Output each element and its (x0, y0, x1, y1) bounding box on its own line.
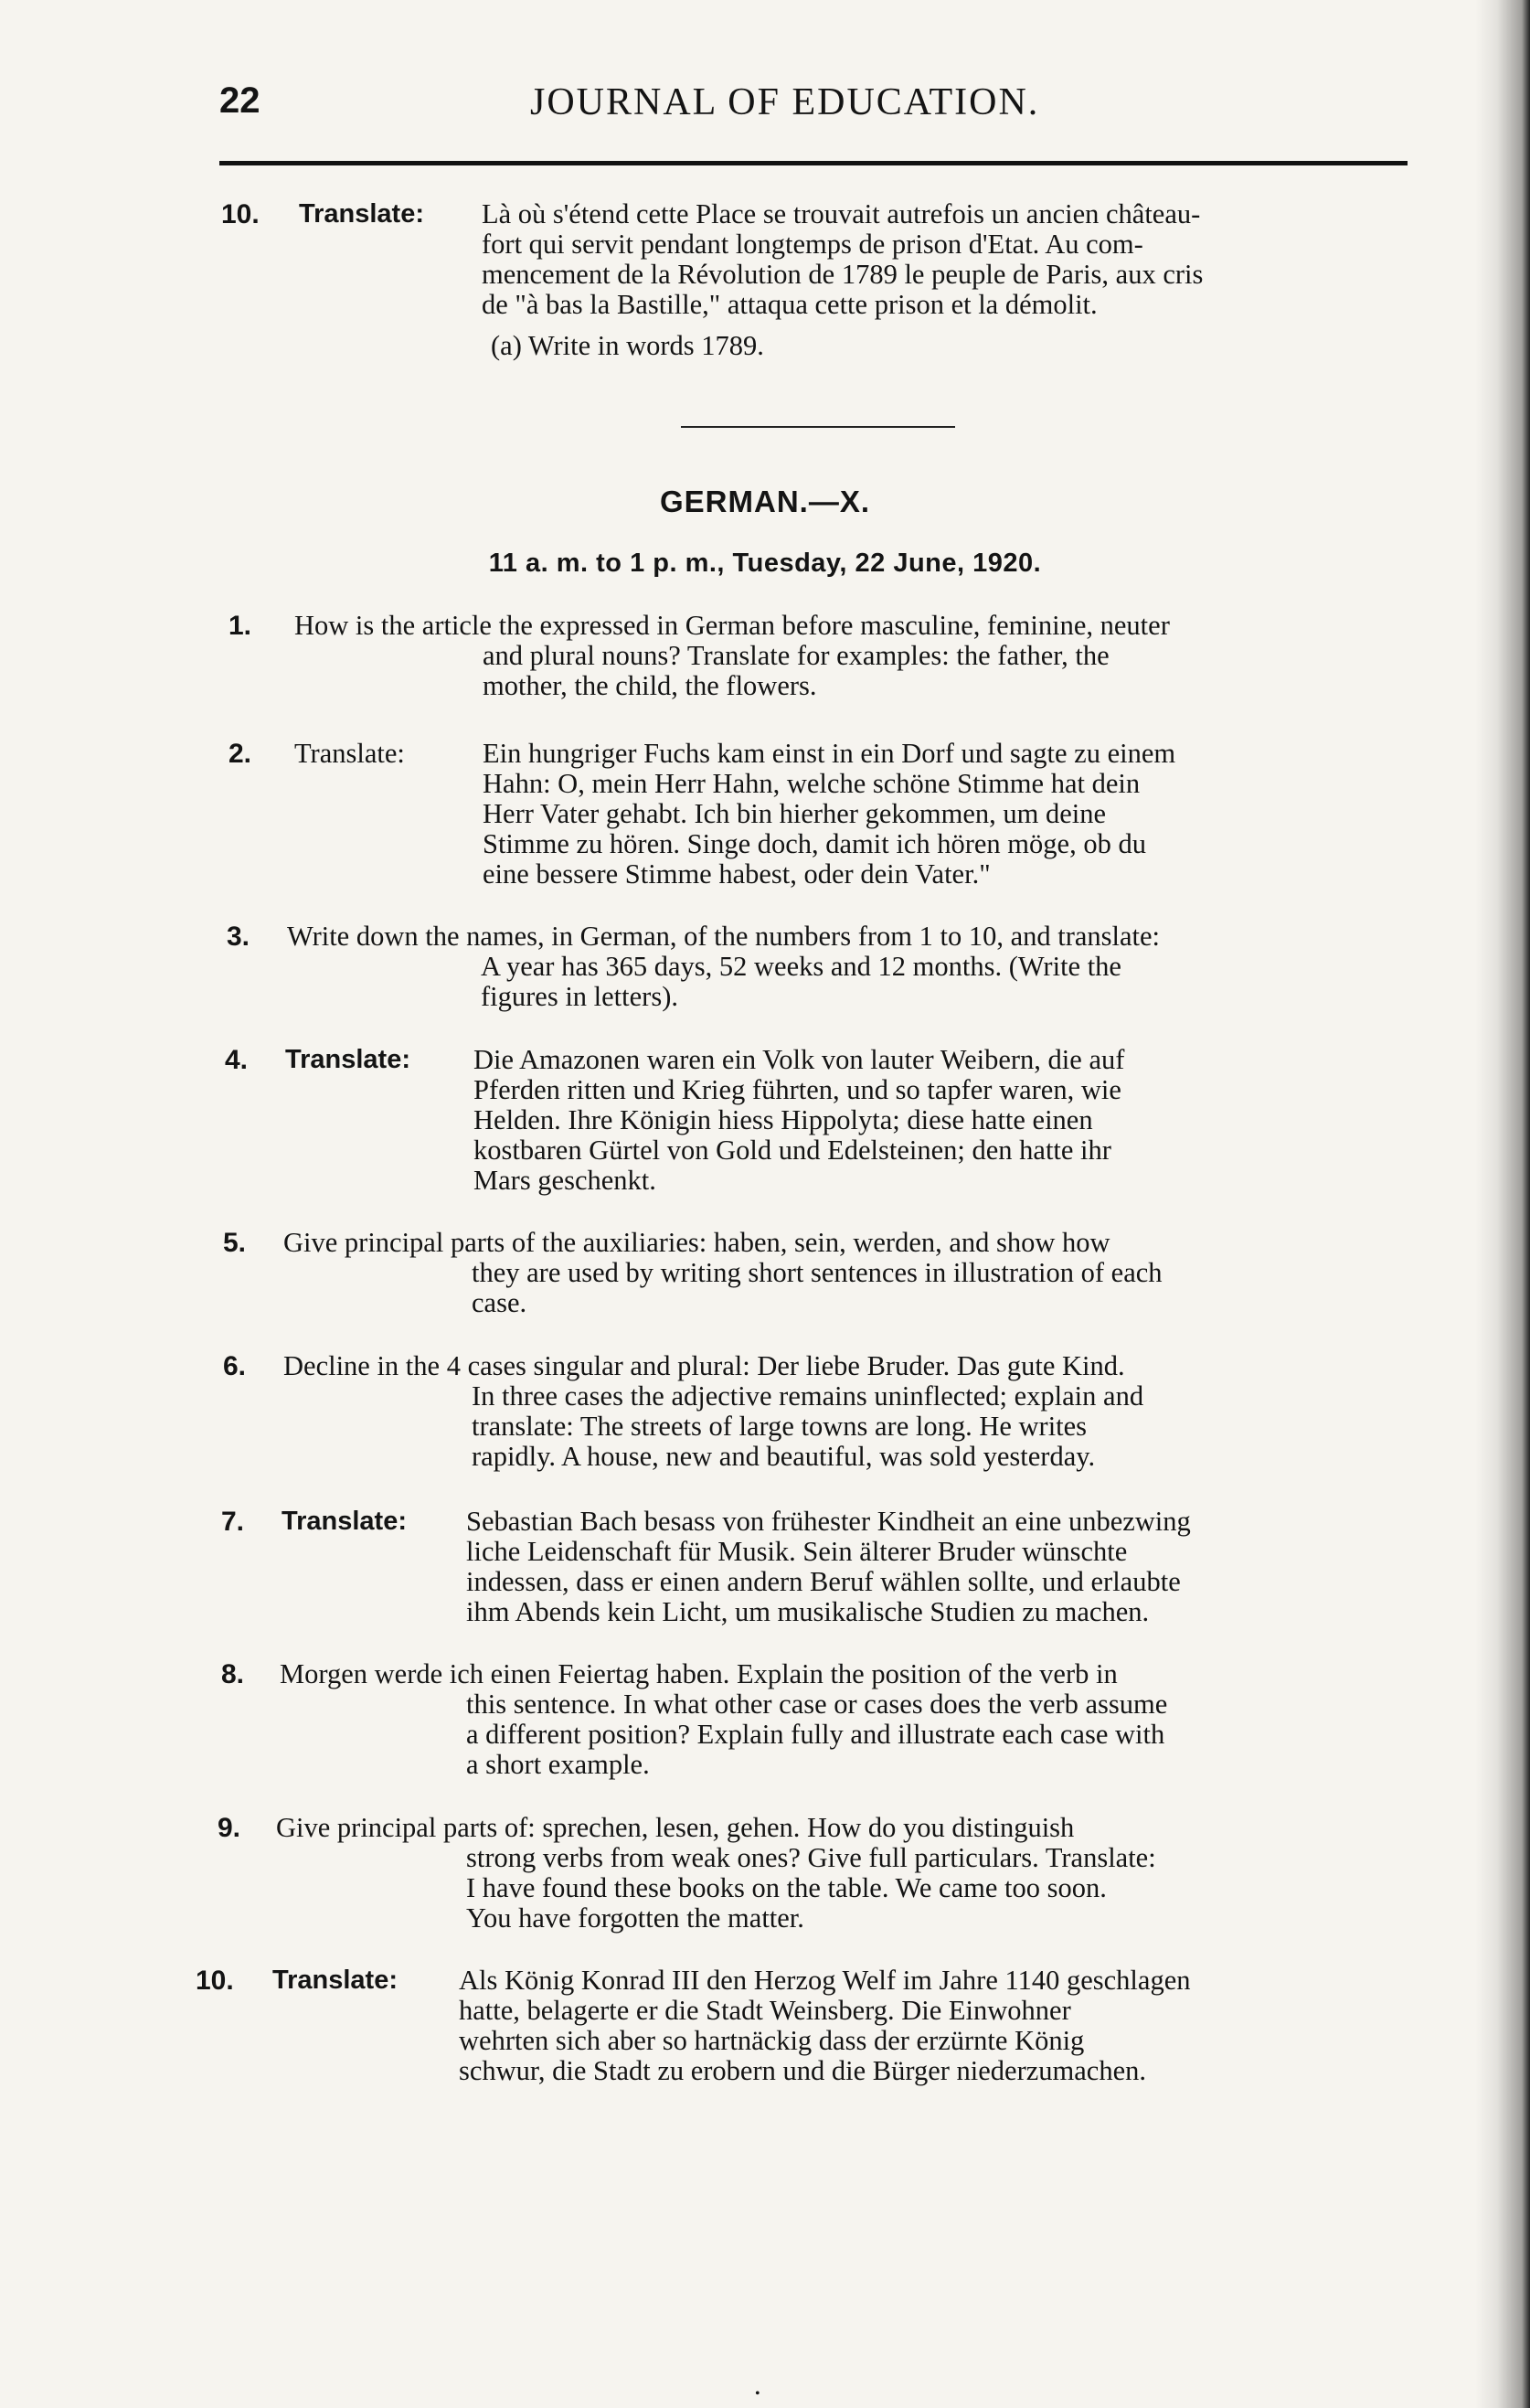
question-label: Translate: (294, 738, 405, 769)
text-line: ihm Abends kein Licht, um musikalische Studien zu machen. (466, 1596, 1150, 1627)
footer-mark: • (755, 2386, 760, 2402)
question-number: 9. (218, 1813, 241, 1843)
question-label: Translate: (299, 199, 424, 229)
text-line: Pferden ritten und Krieg führten, und so tapfer waren, wie (473, 1074, 1121, 1105)
question-number: 10. (221, 199, 260, 229)
question-number: 1. (228, 611, 252, 641)
text-line: Stimme zu hören. Singe doch, damit ich hören möge, ob du (483, 828, 1146, 859)
text-line: mother, the child, the flowers. (483, 670, 817, 701)
page-edge-shadow (1475, 0, 1530, 2408)
text-line: Sebastian Bach besass von frühester Kindheit an eine unbezwing (466, 1506, 1191, 1537)
question-number: 4. (225, 1045, 249, 1075)
header-rule (219, 161, 1408, 165)
text-line: they are used by writing short sentences in illustration of each (472, 1257, 1163, 1288)
text-line: Die Amazonen waren ein Volk von lauter Weibern, die auf (473, 1044, 1125, 1075)
question-text (483, 739, 1175, 890)
text-line: wehrten sich aber so hartnäckig dass der erzürnte König (459, 2025, 1085, 2056)
question-first-line: Morgen werde ich einen Feiertag haben. Explain the position of the verb in (280, 1658, 1118, 1689)
text-line: hatte, belagerte er die Stadt Weinsberg. Die Einwohner (459, 1995, 1071, 2026)
text-line: Hahn: O, mein Herr Hahn, welche schöne Stimme hat dein (483, 768, 1141, 799)
question-number: 8. (221, 1659, 245, 1689)
text-line: a short example. (466, 1749, 650, 1780)
text-line: and plural nouns? Translate for examples: the father, the (483, 640, 1110, 671)
question-text (459, 1966, 1190, 2086)
page-number: 22 (219, 80, 260, 121)
sub-part: (a) Write in words 1789. (491, 330, 764, 361)
question-text (466, 1507, 1191, 1627)
question-first-line: Write down the names, in German, of the numbers from 1 to 10, and translate: (287, 921, 1161, 952)
text-line: a different position? Explain fully and illustrate each case with (466, 1719, 1165, 1750)
question-continuation (481, 952, 1121, 1012)
question-first-line: Give principal parts of the auxiliaries: haben, sein, werden, and show how (283, 1227, 1110, 1258)
text-line: eine bessere Stimme habest, oder dein Vater." (483, 858, 991, 890)
exam-time: 11 a. m. to 1 p. m., Tuesday, 22 June, 1920. (488, 549, 1042, 578)
text-line: rapidly. A house, new and beautiful, was sold yesterday. (472, 1441, 1096, 1472)
question-first-line: Give principal parts of: sprechen, lesen, gehen. How do you distinguish (276, 1812, 1075, 1843)
text-line: kostbaren Gürtel von Gold und Edelsteinen; den hatte ihr (473, 1135, 1111, 1166)
question-first-line: How is the article the expressed in German before masculine, feminine, neuter (294, 610, 1170, 641)
text-line: Als König Konrad III den Herzog Welf im Jahre 1140 geschlagen (459, 1965, 1191, 1996)
journal-title: JOURNAL OF EDUCATION. (530, 81, 1040, 123)
text-line: A year has 365 days, 52 weeks and 12 months. (Write the (481, 951, 1121, 982)
question-number: 5. (223, 1228, 247, 1258)
text-line: Ein hungriger Fuchs kam einst in ein Dorf und sagte zu einem (483, 738, 1176, 769)
question-label: Translate: (282, 1507, 407, 1536)
question-first-line: Decline in the 4 cases singular and plural: Der liebe Bruder. Das gute Kind. (283, 1350, 1125, 1381)
text-line: strong verbs from weak ones? Give full particulars. Translate: (466, 1842, 1156, 1873)
text-line: this sentence. In what other case or cases does the verb assume (466, 1689, 1168, 1720)
question-label: Translate: (272, 1966, 398, 1995)
text-line: fort qui servit pendant longtemps de prison d'Etat. Au com- (482, 229, 1143, 260)
text-line: translate: The streets of large towns are long. He writes (472, 1411, 1088, 1442)
question-number: 7. (221, 1507, 245, 1537)
question-continuation (472, 1258, 1163, 1318)
text-line: indessen, dass er einen andern Beruf wählen sollte, und erlaubte (466, 1566, 1181, 1597)
question-number: 10. (196, 1966, 234, 1996)
text-line: In three cases the adjective remains uninflected; explain and (472, 1380, 1144, 1412)
question-number: 6. (223, 1351, 247, 1381)
question-text (473, 1045, 1124, 1196)
question-continuation (466, 1689, 1167, 1780)
question-text (482, 199, 1203, 320)
text-line: Herr Vater gehabt. Ich bin hierher gekommen, um deine (483, 798, 1107, 829)
text-line: Helden. Ihre Königin hiess Hippolyta; diese hatte einen (473, 1104, 1093, 1135)
text-line: case. (472, 1287, 527, 1318)
question-continuation (472, 1381, 1143, 1472)
question-continuation (483, 641, 1110, 701)
text-line: figures in letters). (481, 981, 678, 1012)
text-line: You have forgotten the matter. (466, 1902, 804, 1934)
text-line: Mars geschenkt. (473, 1165, 656, 1196)
question-continuation (466, 1843, 1156, 1934)
question-number: 3. (227, 922, 250, 952)
text-line: schwur, die Stadt zu erobern und die Bürger niederzumachen. (459, 2055, 1146, 2086)
question-label: Translate: (285, 1045, 410, 1074)
text-line: mencement de la Révolution de 1789 le peuple de Paris, aux cris (482, 259, 1204, 290)
question-number: 2. (228, 739, 252, 769)
text-line: de "à bas la Bastille," attaqua cette prison et la démolit. (482, 289, 1098, 320)
section-divider (681, 426, 955, 428)
page-header (219, 80, 1408, 135)
text-line: I have found these books on the table. We came too soon. (466, 1872, 1107, 1903)
text-line: liche Leidenschaft für Musik. Sein älterer Bruder wünschte (466, 1536, 1128, 1567)
text-line: Là où s'étend cette Place se trouvait autrefois un ancien château- (482, 198, 1201, 229)
section-title: GERMAN.—X. (659, 485, 870, 518)
